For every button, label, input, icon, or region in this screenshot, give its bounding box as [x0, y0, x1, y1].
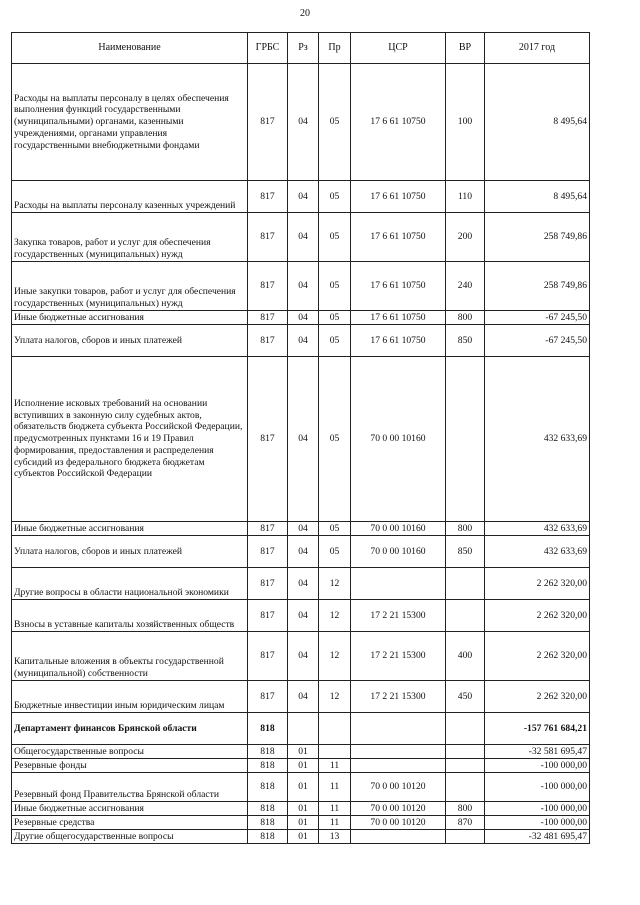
row-grbs: 818	[248, 816, 288, 830]
row-amount: -100 000,00	[485, 802, 590, 816]
row-name: Иные закупки товаров, работ и услуг для обеспечения государственных (муниципальных) нужд	[12, 262, 248, 311]
row-grbs: 817	[248, 325, 288, 357]
row-name: Иные бюджетные ассигнования	[12, 311, 248, 325]
row-csr: 70 0 00 10120	[351, 773, 446, 802]
row-amount: 258 749,86	[485, 262, 590, 311]
budget-table	[11, 32, 590, 844]
table-row	[12, 632, 590, 681]
row-rz: 04	[288, 600, 319, 632]
column-header-name: Наименование	[12, 33, 248, 64]
row-grbs: 817	[248, 600, 288, 632]
row-csr	[351, 713, 446, 745]
row-pr: 11	[319, 773, 351, 802]
row-pr: 12	[319, 568, 351, 600]
row-rz: 04	[288, 568, 319, 600]
column-header-year: 2017 год	[485, 33, 590, 64]
row-csr	[351, 745, 446, 759]
row-csr: 17 6 61 10750	[351, 311, 446, 325]
table-row	[12, 568, 590, 600]
row-grbs: 817	[248, 536, 288, 568]
row-rz: 04	[288, 357, 319, 522]
row-pr: 05	[319, 213, 351, 262]
row-name: Иные бюджетные ассигнования	[12, 522, 248, 536]
row-pr: 12	[319, 681, 351, 713]
row-pr: 12	[319, 632, 351, 681]
row-amount: -100 000,00	[485, 773, 590, 802]
row-amount: 258 749,86	[485, 213, 590, 262]
row-amount: 2 262 320,00	[485, 568, 590, 600]
table-row	[12, 759, 590, 773]
table-row	[12, 325, 590, 357]
row-grbs: 817	[248, 262, 288, 311]
row-pr: 05	[319, 311, 351, 325]
row-rz: 04	[288, 681, 319, 713]
row-csr	[351, 568, 446, 600]
row-vr	[446, 745, 485, 759]
row-csr: 70 0 00 10120	[351, 816, 446, 830]
row-amount: -100 000,00	[485, 759, 590, 773]
row-vr	[446, 568, 485, 600]
row-amount: -32 581 695,47	[485, 745, 590, 759]
row-grbs: 817	[248, 181, 288, 213]
row-csr: 17 6 61 10750	[351, 213, 446, 262]
row-amount: -32 481 695,47	[485, 830, 590, 844]
row-grbs: 817	[248, 357, 288, 522]
page-number: 20	[300, 8, 310, 19]
row-csr: 17 6 61 10750	[351, 181, 446, 213]
row-pr: 05	[319, 325, 351, 357]
table-row	[12, 681, 590, 713]
row-amount: 8 495,64	[485, 64, 590, 181]
table-row	[12, 522, 590, 536]
row-pr: 13	[319, 830, 351, 844]
row-name: Другие вопросы в области национальной экономики	[12, 568, 248, 600]
table-row	[12, 536, 590, 568]
table-row	[12, 802, 590, 816]
row-vr: 200	[446, 213, 485, 262]
row-vr: 110	[446, 181, 485, 213]
row-grbs: 818	[248, 759, 288, 773]
table-row	[12, 745, 590, 759]
row-grbs: 817	[248, 681, 288, 713]
row-pr: 05	[319, 536, 351, 568]
row-name: Резервные фонды	[12, 759, 248, 773]
row-grbs: 817	[248, 632, 288, 681]
row-csr: 70 0 00 10120	[351, 802, 446, 816]
row-vr	[446, 830, 485, 844]
row-rz: 04	[288, 522, 319, 536]
row-amount: 432 633,69	[485, 522, 590, 536]
row-name: Другие общегосударственные вопросы	[12, 830, 248, 844]
row-grbs: 818	[248, 802, 288, 816]
row-rz: 01	[288, 759, 319, 773]
row-name: Закупка товаров, работ и услуг для обеспечения государственных (муниципальных) нужд	[12, 213, 248, 262]
row-csr: 17 2 21 15300	[351, 600, 446, 632]
row-name: Взносы в уставные капиталы хозяйственных обществ	[12, 600, 248, 632]
row-pr: 11	[319, 802, 351, 816]
column-header-vr: ВР	[446, 33, 485, 64]
row-grbs: 818	[248, 713, 288, 745]
row-rz: 04	[288, 632, 319, 681]
row-grbs: 817	[248, 522, 288, 536]
row-name: Резервные средства	[12, 816, 248, 830]
row-rz: 04	[288, 181, 319, 213]
row-csr	[351, 830, 446, 844]
row-csr: 70 0 00 10160	[351, 522, 446, 536]
row-csr: 17 2 21 15300	[351, 632, 446, 681]
row-vr: 800	[446, 802, 485, 816]
table-header-row	[12, 33, 590, 64]
row-vr: 850	[446, 536, 485, 568]
row-amount: -157 761 684,21	[485, 713, 590, 745]
row-name: Иные бюджетные ассигнования	[12, 802, 248, 816]
row-amount: 432 633,69	[485, 536, 590, 568]
row-csr: 70 0 00 10160	[351, 357, 446, 522]
row-amount: 432 633,69	[485, 357, 590, 522]
row-name: Резервный фонд Правительства Брянской области	[12, 773, 248, 802]
row-rz: 04	[288, 311, 319, 325]
row-grbs: 818	[248, 745, 288, 759]
row-grbs: 817	[248, 64, 288, 181]
row-pr: 11	[319, 816, 351, 830]
row-pr: 12	[319, 600, 351, 632]
row-rz: 01	[288, 816, 319, 830]
row-amount: 2 262 320,00	[485, 632, 590, 681]
table-row	[12, 600, 590, 632]
row-rz: 04	[288, 262, 319, 311]
row-rz: 01	[288, 830, 319, 844]
row-vr: 400	[446, 632, 485, 681]
row-rz: 01	[288, 745, 319, 759]
row-amount: 2 262 320,00	[485, 600, 590, 632]
row-csr: 17 2 21 15300	[351, 681, 446, 713]
row-grbs: 817	[248, 311, 288, 325]
row-csr	[351, 759, 446, 773]
row-amount: -67 245,50	[485, 325, 590, 357]
table-row	[12, 830, 590, 844]
row-pr: 11	[319, 759, 351, 773]
column-header-pr: Пр	[319, 33, 351, 64]
row-csr: 17 6 61 10750	[351, 262, 446, 311]
row-name: Уплата налогов, сборов и иных платежей	[12, 536, 248, 568]
row-name: Общегосударственные вопросы	[12, 745, 248, 759]
row-amount: 2 262 320,00	[485, 681, 590, 713]
row-pr: 05	[319, 64, 351, 181]
row-name: Исполнение исковых требований на основании вступивших в законную силу судебных актов, обязательств бюджета субъекта Российской Федерации, предусмотренных пунктами 16 и 19 Правил формирования, предоставления и распределения субсидий из федерального бюджета бюджетам субъектов Российской Федерации	[12, 357, 248, 522]
table-row	[12, 311, 590, 325]
row-name: Бюджетные инвестиции иным юридическим лицам	[12, 681, 248, 713]
row-name: Капитальные вложения в объекты государственной (муниципальной) собственности	[12, 632, 248, 681]
table-row	[12, 357, 590, 522]
row-name: Департамент финансов Брянской области	[12, 713, 248, 745]
row-grbs: 818	[248, 773, 288, 802]
row-pr: 05	[319, 357, 351, 522]
row-vr	[446, 713, 485, 745]
row-pr: 05	[319, 522, 351, 536]
row-vr: 100	[446, 64, 485, 181]
row-vr: 800	[446, 522, 485, 536]
row-rz: 01	[288, 802, 319, 816]
table-row	[12, 181, 590, 213]
row-vr	[446, 600, 485, 632]
column-header-rz: Рз	[288, 33, 319, 64]
row-rz: 01	[288, 773, 319, 802]
row-vr: 850	[446, 325, 485, 357]
row-csr: 17 6 61 10750	[351, 64, 446, 181]
row-vr	[446, 759, 485, 773]
row-rz: 04	[288, 536, 319, 568]
column-header-csr: ЦСР	[351, 33, 446, 64]
row-pr	[319, 745, 351, 759]
row-pr: 05	[319, 262, 351, 311]
table-row	[12, 262, 590, 311]
table-row	[12, 773, 590, 802]
table-row	[12, 213, 590, 262]
row-vr	[446, 773, 485, 802]
row-grbs: 818	[248, 830, 288, 844]
row-amount: -67 245,50	[485, 311, 590, 325]
table-row	[12, 816, 590, 830]
table-row	[12, 64, 590, 181]
row-vr: 450	[446, 681, 485, 713]
row-rz	[288, 713, 319, 745]
row-csr: 17 6 61 10750	[351, 325, 446, 357]
row-amount: -100 000,00	[485, 816, 590, 830]
row-pr: 05	[319, 181, 351, 213]
row-vr	[446, 357, 485, 522]
row-rz: 04	[288, 213, 319, 262]
column-header-grbs: ГРБС	[248, 33, 288, 64]
row-rz: 04	[288, 64, 319, 181]
table-row-department	[12, 713, 590, 745]
row-name: Уплата налогов, сборов и иных платежей	[12, 325, 248, 357]
row-rz: 04	[288, 325, 319, 357]
row-name: Расходы на выплаты персоналу в целях обеспечения выполнения функций государственными (муниципальными) органами, казенными учреждениями, органами управления государственными внебюджетными фондами	[12, 64, 248, 181]
row-vr: 870	[446, 816, 485, 830]
row-vr: 240	[446, 262, 485, 311]
row-amount: 8 495,64	[485, 181, 590, 213]
row-pr	[319, 713, 351, 745]
row-vr: 800	[446, 311, 485, 325]
row-name: Расходы на выплаты персоналу казенных учреждений	[12, 181, 248, 213]
row-csr: 70 0 00 10160	[351, 536, 446, 568]
row-grbs: 817	[248, 213, 288, 262]
row-grbs: 817	[248, 568, 288, 600]
